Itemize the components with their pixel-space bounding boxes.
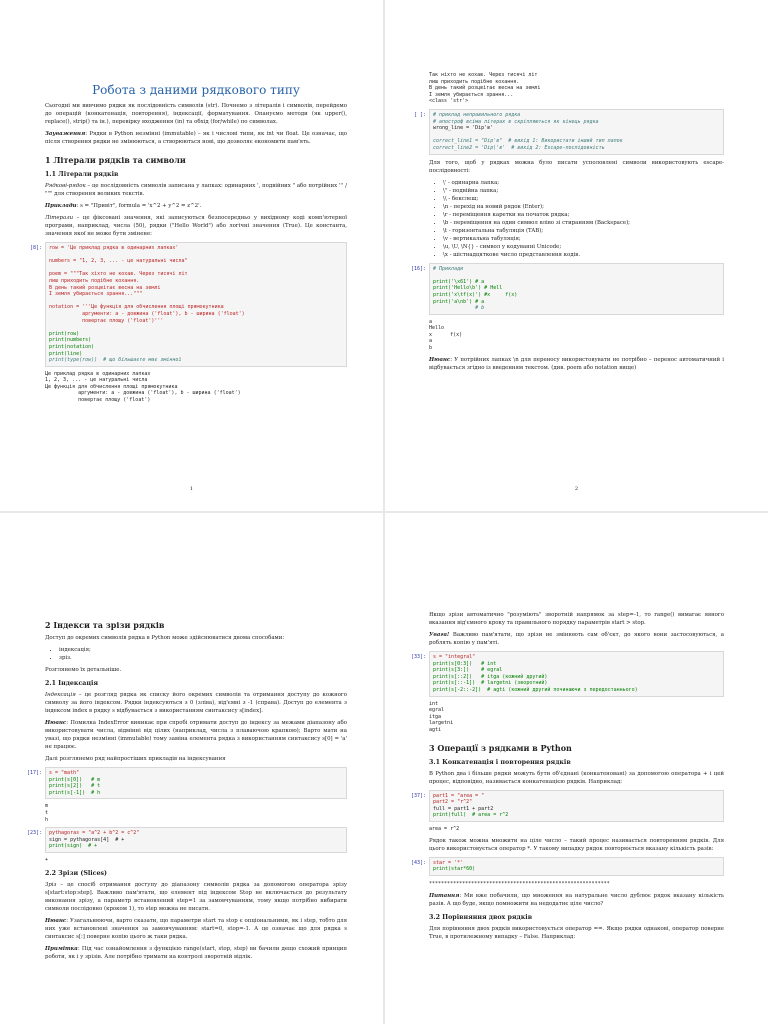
example-text: : s = "Привіт", formula = 'x^2 + y^2 = z^2'.: [76, 203, 202, 209]
nuance-text: : Помилка IndexError виникає при спробі отримати доступ до індексу за межами діапазону або використовувати числа, відмінні від цілих (наприклад, числа з плаваючою крапкою); Варто мати на увазі, що рядки незмінні (immutable) тому заміна елемента рядка з використанням синтаксису s[0] = 'a' не працює.: [45, 720, 347, 750]
code-block[interactable]: [429, 857, 724, 876]
term: Рядкові-рядок: [45, 183, 86, 189]
nuance-label: Нюанс: [45, 720, 67, 726]
code-block[interactable]: [45, 827, 347, 853]
example-label: Приклади: [45, 203, 77, 209]
list-item: • індексація;: [59, 646, 347, 654]
code-line: pythagoras = "a^2 + b^2 = c^2": [49, 830, 140, 837]
cell-output: m t h: [45, 803, 49, 823]
code-line: print(line): [49, 350, 83, 357]
code-line: print(notation): [49, 343, 95, 350]
access-list: [45, 646, 347, 662]
literals-paragraph: [45, 214, 347, 238]
code-line: # b: [433, 305, 485, 312]
access-paragraph: Доступ до окремих символів рядка в Python може здійснюватися двома способами:: [45, 635, 285, 641]
code-line: # апостроф всіма літерах в скріпляються як кінець рядка: [433, 118, 599, 125]
code-cell[interactable]: [26, 827, 347, 853]
list-item: • \v - вертикальна табуляція;: [443, 235, 724, 243]
page-4: [385, 513, 768, 1024]
code-line: print(s[-2::-2]) # agti (кожний другий починаючи з передостаннього): [433, 686, 638, 693]
reverse-paragraph: Якщо зрізи автоматично "розуміють" зворотній напрямок за step=-1, то range() вимагає явного вказання від'ємного кроку та правильного порядку параметрів start > stop.: [429, 612, 724, 626]
question-label: Питання: [429, 892, 460, 899]
subsection-heading: 3.1 Конкатенація і повторення рядків: [429, 758, 571, 766]
code-line: notation = '''Це функція для обчислення площі прямокутника: [49, 304, 224, 311]
cell-output: area = r^2: [429, 825, 460, 832]
index-paragraph: [45, 691, 347, 715]
cell-output: int egral itga largetni agti: [429, 700, 454, 733]
code-line: print(s[0]) # m: [49, 776, 101, 783]
nuance-paragraph: [429, 356, 724, 372]
subsection-heading: 2.1 Індексація: [45, 680, 99, 687]
list-item: • \" - подвійна лапка;: [443, 187, 724, 195]
page-number: 2: [574, 486, 579, 492]
code-line: # Приклади: [433, 265, 464, 272]
slice-text: – це спосіб отримання доступу до діапазону символів рядка за допомогою оператора зрізу s[start:stop:step]. Важливо пам'ятати, що елемент під індексом Stop не включається до результату виконання зрізу, а параметр встановлений step=1 за замовчуванням, тому якщо потрібно вибирати символи послідовно (кроком 1), то step можна не писати.: [45, 881, 347, 912]
attention-paragraph: [429, 631, 724, 647]
code-line: print(s[3:]) # egral: [433, 667, 503, 674]
code-block[interactable]: [429, 263, 724, 315]
index-text: – це розгляд рядка як списку його окремих символів та отримання доступу до кожного символу за його індексом. Рядки індексуються з 0 (зліва), від'ємні з -1 (справа). Доступ до елемента з індексом index в рядку s відбувається з використанням синтаксису s[index].: [45, 692, 347, 714]
code-line: # приклад неправильного рядка: [433, 111, 521, 118]
term: Індексація: [45, 692, 76, 698]
note-paragraph: [45, 130, 347, 146]
note-text: : Рядки в Python незмінні (immutable) – як і числові типи, як int чи float. Це означає, що після створення рядки не змінюються, а створюються нові, що дозволяє економити пам'ять.: [45, 131, 347, 145]
cell-prompt: [ ]:: [413, 111, 426, 118]
note-paragraph: [45, 945, 347, 961]
code-line: s = "integral": [433, 654, 476, 660]
examples-paragraph: Далі розглянемо ряд найпростіших прикладів на індексування: [45, 756, 226, 762]
code-line: poem = """Так хіхто не кохав. Через тисячі літ: [49, 271, 188, 278]
question-text: : Ми вже побачили, що множення на натуральне число дублює рядок вказану кількість разів. А що буде, якщо помножити на недодатнє ціле число?: [429, 892, 724, 907]
code-line: print(s[-1]) # h: [49, 789, 101, 796]
attention-text: Важливо пам'ятати, що зрізи не змінюють сам об'єкт, до якого вони застосовуються, а роблять копію у пам'яті.: [429, 632, 724, 646]
cell-prompt: [23]:: [26, 830, 42, 837]
literal-paragraph: [45, 182, 347, 198]
code-cell[interactable]: [26, 767, 347, 799]
list-item: • \t - горизонтальна табуляція (TAB);: [443, 227, 724, 235]
code-cell[interactable]: [410, 263, 724, 315]
cell-output: Це приклад рядка в одинарних лапках 1, 2, 3, ... - це натуральні числа Це функція для обчислення площі прямокутника аргументи: a - довжина ('float'), b - ширина ('float') повертає площу ('float'): [45, 370, 241, 404]
code-line: print(s[0:3]) # int: [433, 660, 497, 667]
code-line: star = '*': [433, 859, 464, 866]
code-line: print(sign) # +: [49, 843, 98, 850]
page-3: [0, 513, 383, 1024]
cell-output: a Hello x f(x) a b: [429, 318, 463, 352]
cell-output: Так ніхто не кохав. Через тисячі літ лиш приходить подібне кохання. В день такий розцвітає весна на землі І земля убирається зрання... <class 'str'>: [429, 72, 541, 105]
code-line: print(s[2]) # t: [49, 783, 101, 790]
code-line: print('\x61') # a: [433, 278, 485, 285]
code-cell[interactable]: [410, 651, 724, 697]
code-line: part1 = "area = ": [433, 792, 485, 799]
term: Зріз: [45, 881, 57, 888]
code-line: print('Hello\b') # Hell: [433, 285, 503, 292]
consider-paragraph: Розглянемо їх детальніше.: [45, 667, 122, 673]
code-line: І земля убирається зрання...""": [49, 291, 143, 298]
section-heading: 3 Операції з рядками в Python: [429, 742, 572, 753]
escape-paragraph: Для того, щоб у рядках можна було писати усполовлені символи використовують escape-послідовності:: [429, 159, 724, 174]
list-item: • \b - переміщення на один символ вліво зі стиранням (Backspace);: [443, 219, 724, 227]
nuance-label: Нюанс: [429, 356, 451, 363]
subsection-heading: 2.2 Зрізи (Slices): [45, 869, 108, 877]
code-line: print('x\tf(x)') #x f(x): [433, 291, 518, 298]
intro-paragraph: Сьогодні ми вивчимо рядки як послідовність символів (str). Почнемо з літералів і символів, перейдемо до операцій (конкатенація, повторення), індексації, форматування. Опануємо методи (як upper(), replace(), strip() та ін.), перевірку входження (in) та обхід (for/while) по символах.: [45, 103, 347, 125]
attention-label: Увага!: [429, 632, 450, 638]
code-line: wrong_line = 'Dip'в': [433, 125, 494, 132]
page-2: [385, 0, 768, 511]
cell-prompt: [16]:: [410, 265, 426, 272]
code-line: correct_line2 = 'Dip\'в' # вихід 2: Escape-послідовність: [433, 144, 605, 151]
nuance-paragraph: [45, 917, 347, 941]
code-line: [49, 252, 343, 259]
code-line: аргументи: a - довжина ('float'), b - ширина ('float'): [49, 310, 245, 317]
literals-text: – це фіксовані значення, які записуються безпосередньо у вихідному коді комп'ютерної програми, наприклад, числа (50), рядки ("Hello World") або логічні значення (True). Це константа, значення якої не може бути змінене:: [45, 215, 347, 237]
code-line: sign = pythagoras[4] # +: [49, 836, 125, 843]
cell-prompt: [8]:: [29, 245, 42, 251]
code-line: correct_line1 = "Dip'в" # вихід 1: Використати інший тип лапок: [433, 138, 623, 145]
code-line: print(numbers): [49, 337, 92, 344]
page-number: 1: [189, 486, 194, 492]
example-paragraph: [45, 202, 347, 210]
code-line: full = part1 + part2: [433, 805, 494, 812]
cell-prompt: [33]:: [410, 654, 426, 660]
code-line: s = "math": [49, 770, 80, 776]
code-line: [49, 265, 343, 272]
section-heading: 2 Індекси та зрізи рядків: [45, 620, 165, 630]
cell-output: +: [45, 856, 49, 863]
code-line: [433, 132, 720, 139]
code-line: [49, 324, 343, 331]
list-item: • \u, \U, \N{} - символ у кодуванні Unicode;: [443, 243, 724, 251]
list-item: • \\ - бекслеш;: [443, 195, 724, 203]
code-cell[interactable]: [413, 109, 724, 155]
code-cell[interactable]: [410, 790, 724, 822]
subsection-heading: 3.2 Порівняння двох рядків: [429, 913, 533, 921]
code-block[interactable]: [429, 651, 724, 697]
note-text: : Під час ознайомлення з функцією range(start, stop, step) ви бачили дещо схожий принцип роботи, як і у зрізів. Але потрібно тримати на контролі зворотній відлік.: [45, 945, 347, 960]
list-item: • \' - одинарна лапка;: [443, 179, 724, 187]
code-line: row = 'Це приклад рядка в одинарних лапках': [49, 245, 179, 251]
code-block[interactable]: [45, 767, 347, 799]
nuance-text: : Узагальнюючи, варто сказати, що параметри start та stop є опціональними, як і step, тобто для них уже встановлені значення за замовчуванням: start=0, stop=-1. А це означає що для рядка s синтаксис s[:] поверне копію цього ж таки рядка.: [45, 917, 347, 940]
cell-output: ************************************************************: [429, 880, 610, 887]
code-line: повертає площу ('float')''': [49, 317, 164, 324]
nuance-label: Нюанс: [45, 917, 67, 924]
compare-paragraph: Для порівняння двох рядків використовується оператор ==. Якщо рядки однакові, оператор поверне True, в протилежному випадку – False. Наприклад:: [429, 925, 724, 940]
nuance-paragraph: [45, 719, 347, 751]
code-line: numbers = "1, 2, 3, ... - це натуральні числа": [49, 258, 188, 265]
term: Літерали: [45, 215, 74, 221]
list-item: • \n - перехід на новий рядок (Enter);: [443, 203, 724, 211]
nuance-text: : У потрійних лапках \n для переносу використовувати не потрібно – перенос автоматичний і відбувається згідно із введенням текстом. (див. poem або notation вище): [429, 356, 724, 371]
code-line: part2 = "r^2": [433, 799, 473, 806]
cell-prompt: [17]:: [26, 770, 42, 776]
code-cell[interactable]: [410, 857, 724, 876]
list-item: • \r - переміщення каретки на початок рядка;: [443, 211, 724, 219]
code-line: [433, 272, 720, 279]
code-line: print(full) # area = r^2: [433, 812, 509, 819]
code-line: лиш приходить подібне кохання.: [49, 277, 140, 284]
code-block[interactable]: [429, 109, 724, 155]
code-line: print(s[::-1]) # largetni (зворотний): [433, 680, 548, 687]
code-line: print(s[::2]) # itga (кожний другий): [433, 673, 548, 680]
question-paragraph: [429, 892, 724, 908]
code-line: print(star*60): [433, 866, 476, 873]
subsection-heading: 1.1 Літерали рядків: [45, 171, 119, 178]
slice-paragraph: [45, 881, 347, 913]
concat-paragraph: В Python два і більше рядки можуть бути об'єднані (конкатеновані) за допомогою оператора + і цей процес, відповідно, називається конкатенацією рядків. Наприклад:: [429, 770, 724, 785]
code-line: print(row): [49, 330, 80, 337]
note-label: Зауваження: [45, 131, 86, 137]
code-line: print(type(row)) # що більшаєте має змінної: [49, 357, 182, 364]
escape-list: [429, 179, 724, 259]
section-heading: 1 Літерали рядків та символи: [45, 155, 186, 165]
cell-prompt: [37]:: [410, 792, 426, 799]
code-cell[interactable]: [29, 242, 347, 367]
list-item: • \x - шістнадцяткове число представлення кодів.: [443, 251, 724, 259]
repeat-paragraph: Рядок також можна множити на ціле число – такий процес називається повторенням рядків. Для цього використовується оператор *. У такому випадку рядок повторюється вказану кількість разів:: [429, 837, 724, 852]
code-line: print('a\nb') # a: [433, 298, 485, 305]
code-line: В день такий розцвітає весна на землі: [49, 284, 161, 291]
code-block[interactable]: [45, 242, 347, 367]
literal-text: – це послідовність символів записана у лапках: одинарних ', подвійних " або потрійних ''' / """ для створення великих текстів.: [45, 183, 347, 197]
note-label: Примітка: [45, 945, 78, 952]
cell-prompt: [43]:: [410, 859, 426, 866]
page-1: [0, 0, 383, 511]
list-item: • зріз.: [59, 654, 347, 662]
document-title: Робота з даними рядкового типу: [92, 83, 300, 97]
code-block[interactable]: [429, 790, 724, 822]
